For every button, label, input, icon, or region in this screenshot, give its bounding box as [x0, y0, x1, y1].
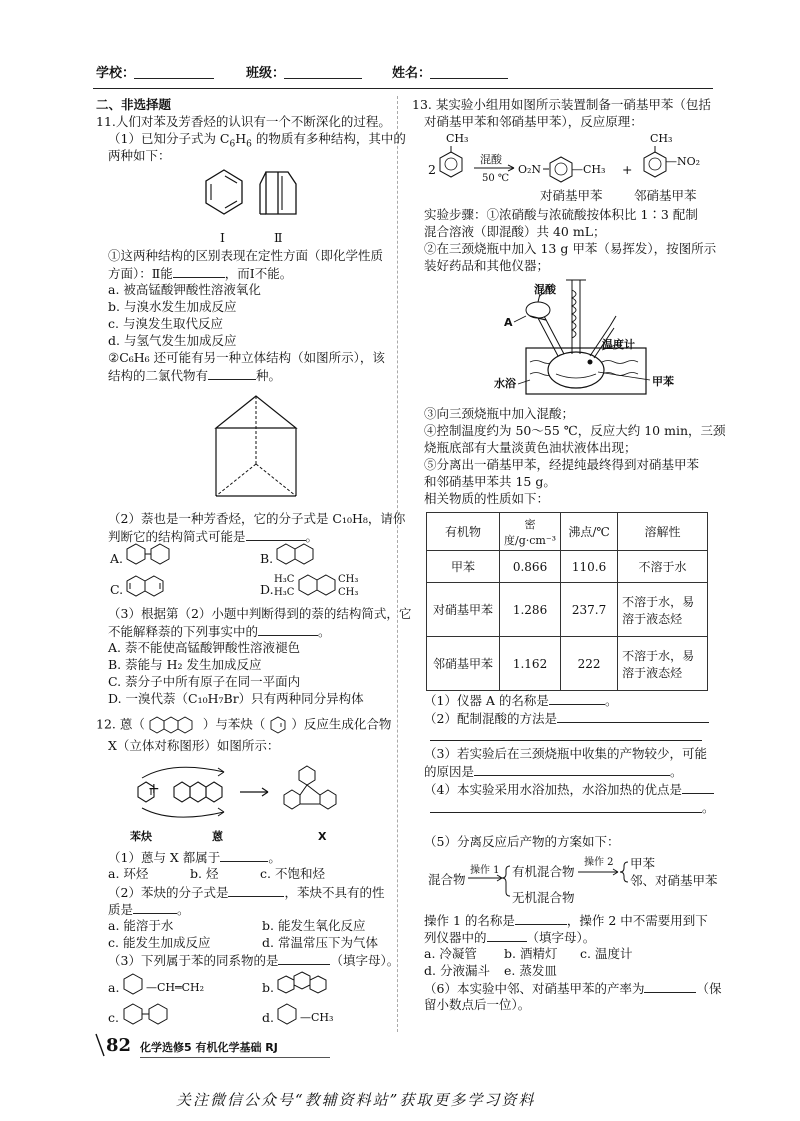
q13-s4-end: 。 [702, 800, 715, 815]
q13-s2-blank[interactable] [557, 710, 709, 723]
q13-step4a: ④控制温度约为 50～55 ℃，反应大约 10 min，三颈 [424, 423, 726, 438]
phenanthrene-icon [276, 970, 330, 996]
anthracene-inline-icon [149, 716, 199, 734]
table-header-cell: 沸点/℃ [561, 513, 618, 551]
flow-mixture: 混合物 [428, 872, 466, 887]
label-water-bath: 水浴 [494, 377, 516, 390]
header-rule [93, 88, 713, 89]
plus-sign: + [148, 781, 160, 797]
toluene-reactant-icon [436, 146, 466, 180]
q13-s1-blank[interactable] [549, 692, 605, 705]
table-row [427, 583, 708, 637]
q11-p1-line2: 两种如下： [108, 148, 171, 163]
q11-s2-line2: 结构的二氯代物有 种。 [108, 368, 282, 383]
q13-stem-line2: 对硝基甲苯和邻硝基甲苯），反应原理： [424, 114, 643, 129]
class-blank[interactable] [284, 78, 362, 79]
q12-s3: （3）下列属于苯的同系物的是 （填字母）。 [108, 953, 400, 968]
q12-s3-blank[interactable] [278, 952, 330, 965]
book-title: 化学选修5 有机化学基础 RJ [140, 1041, 278, 1054]
q12-s1: （1）蒽与 X 都属于 。 [108, 850, 281, 865]
q11-p2-opt-d: D. [260, 582, 274, 597]
q11-p2-opt-b: B. [260, 551, 274, 566]
q11-p3-opt-a: A. 萘不能使高锰酸钾酸性溶液褪色 [108, 640, 300, 655]
q13-s5-opt-d: d. 分液漏斗 [424, 963, 490, 978]
table-header-cell: 溶解性 [618, 513, 708, 551]
q13-s6-line2: 留小数点后一位）。 [424, 997, 531, 1012]
biphenyl-c-icon [122, 1002, 172, 1026]
q12-s2-opt-d: d. 常温常压下为气体 [262, 935, 378, 950]
properties-table [426, 512, 708, 691]
flow-nitrotoluenes: 邻、对硝基甲苯 [630, 873, 718, 888]
q11-p3-blank[interactable] [258, 623, 318, 636]
fused-rings-icon [276, 542, 322, 570]
label-structure-i: Ⅰ [220, 230, 225, 245]
q12-s1-opt-b: b. 烃 [190, 866, 219, 881]
flow-inorganic-mixture: 无机混合物 [512, 890, 575, 905]
school-blank[interactable] [134, 78, 214, 79]
q13-step3: ③向三颈烧瓶中加入混酸； [424, 406, 575, 421]
page-number: 82 [106, 1035, 132, 1056]
school-label: 学校： [96, 66, 136, 81]
table-cell: 0.866 [500, 551, 561, 583]
label-thermometer: 温度计 [602, 338, 635, 351]
q13-s5-opt-e: e. 蒸发皿 [504, 963, 557, 978]
q13-stem-line1: 13. 某实验小组用如图所示装置制备一硝基甲苯（包括 [412, 97, 711, 112]
q13-step2a: ②在三颈烧瓶中加入 13 g 甲苯（易挥发），按图所示 [424, 241, 717, 256]
table-row [427, 637, 708, 691]
q11-s1-line1: ①这两种结构的区别表现在定性方面（即化学性质 [108, 248, 384, 263]
q13-s5-blank2[interactable] [487, 929, 527, 942]
table-cell: 对硝基甲苯 [427, 583, 500, 637]
flow-op1: 操作 1 [470, 865, 500, 876]
q11-s2-line1: ②C₆H₆ 还可能有另一种立体结构（如图所示），该 [108, 350, 385, 365]
q13-s4: （4）本实验采用水浴加热，水浴加热的优点是 [424, 781, 714, 798]
d-h3c-bottom: H₃C [274, 587, 295, 598]
q11-opt-d: d. 与氢气发生加成反应 [108, 333, 237, 348]
q13-s4-blank[interactable] [682, 781, 714, 794]
benzyne-inline-icon [269, 716, 287, 734]
name-blank[interactable] [430, 78, 508, 79]
q12-s1-opt-c: c. 不饱和烃 [260, 866, 325, 881]
q11-p3-opt-c: C. 萘分子中所有原子在同一平面内 [108, 674, 301, 689]
q11-opt-a: a. 被高锰酸钾酸性溶液氧化 [108, 282, 261, 297]
label-ortho-product: 邻硝基甲苯 [634, 188, 697, 203]
q13-step4b: 烧瓶底部有大量淡黄色油状液体出现； [424, 440, 637, 455]
q13-step5a: ⑤分离出一硝基甲苯，经提纯最终得到对硝基甲苯 [424, 457, 700, 472]
rx-coefficient: 2 [428, 162, 436, 177]
q12-s2-line2: 质是 。 [108, 902, 190, 917]
q12-s3-opt-a: a. [108, 980, 120, 995]
rx-o2n: O₂N [518, 163, 542, 176]
label-para-product: 对硝基甲苯 [540, 188, 603, 203]
q12-s2-blank2[interactable] [133, 901, 177, 914]
q13-s5-q2: 列仪器中的 （填字母）。 [424, 930, 596, 945]
q12-stem-line2: X（立体对称图形）如图所示： [108, 738, 280, 753]
q13-s6-blank[interactable] [644, 980, 696, 993]
q11-s1-blank[interactable] [173, 265, 225, 278]
d-ch3-top: CH₃ [338, 574, 359, 585]
q13-s5-opt-a: a. 冷凝管 [424, 946, 477, 961]
q12-s2-opt-b: b. 能发生氧化反应 [262, 918, 366, 933]
label-structure-ii: Ⅱ [274, 230, 283, 245]
q11-p1-line1: （1）已知分子式为 $C_6H_6$ 的物质有多种结构，其中的 [108, 131, 406, 150]
toluene-group: —CH₃ [300, 1011, 334, 1024]
label-x: X [318, 830, 327, 843]
q13-s2: （2）配制混酸的方法是 [424, 710, 709, 727]
q13-s3-line1: （3）若实验后在三颈烧瓶中收集的产物较少，可能 [424, 746, 707, 761]
q12-s2-opt-c: c. 能发生加成反应 [108, 935, 211, 950]
table-cell: 1.162 [500, 637, 561, 691]
q13-step1b: 混合溶液（即混酸）共 40 mL； [424, 224, 606, 239]
toluene-ring-icon [276, 1002, 300, 1026]
q13-s3-line2: 的原因是 。 [424, 764, 683, 779]
table-cell: 邻硝基甲苯 [427, 637, 500, 691]
d-ch3-bottom: CH₃ [338, 587, 359, 598]
q13-step2b: 装好药品和其他仪器； [424, 258, 550, 273]
rx-ch3-ortho: CH₃ [650, 132, 673, 145]
q11-p3-line2: 不能解释萘的下列事实中的 。 [108, 624, 331, 639]
q13-step5b: 和邻硝基甲苯共 15 g。 [424, 474, 556, 489]
q13-s1: （1）仪器 A 的名称是 。 [424, 693, 618, 708]
label-apparatus-a: A [504, 316, 513, 329]
q12-s3-opt-d: d. [262, 1010, 274, 1025]
column-divider [397, 96, 398, 1032]
rx-plus: + [622, 162, 633, 177]
benzene-structures-figure [200, 166, 310, 226]
q13-step1a: 实验步骤：①浓硝酸与浓硫酸按体积比 1∶3 配制 [424, 207, 698, 222]
q11-s2-blank[interactable] [208, 367, 256, 380]
q12-s1-blank[interactable] [220, 849, 268, 862]
flow-organic-mixture: 有机混合物 [512, 864, 575, 879]
table-cell: 甲苯 [427, 551, 500, 583]
q13-s2-blank-line2[interactable] [430, 740, 702, 741]
q11-opt-b: b. 与溴水发生加成反应 [108, 299, 237, 314]
q11-p2-blank[interactable] [246, 528, 306, 541]
q12-s1-opt-a: a. 环烃 [108, 866, 149, 881]
q11-opt-c: c. 与溴发生取代反应 [108, 316, 223, 331]
q11-p2-line2: 判断它的结构简式可能是 。 [108, 529, 319, 544]
table-cell: 不溶于水，易溶于液态烃 [618, 583, 708, 637]
q12-s3-opt-b: b. [262, 980, 274, 995]
q13-table-intro: 相关物质的性质如下： [424, 491, 550, 506]
rx-condition-below: 50 ℃ [482, 173, 510, 184]
q11-p2-opt-c: C. [110, 582, 124, 597]
q13-s6-line1: （6）本实验中邻、对硝基甲苯的产率为 （保 [424, 981, 722, 996]
prism-figure [212, 392, 312, 504]
flow-toluene: 甲苯 [630, 856, 656, 871]
flow-op2: 操作 2 [584, 857, 614, 868]
q12-reaction-figure [132, 758, 382, 828]
q12-stem-line1: 12. 蒽（ ）与苯炔（ ）反应生成化合物 [96, 716, 391, 734]
label-mixed-acid: 混酸 [534, 283, 556, 296]
label-benzyne: 苯炔 [130, 830, 152, 843]
rx-condition-above: 混酸 [480, 153, 502, 166]
biphenyl-icon [126, 542, 172, 570]
section-title: 二、非选择题 [96, 97, 172, 112]
q12-s2-opt-a: a. 能溶于水 [108, 918, 174, 933]
table-cell: 222 [561, 637, 618, 691]
q11-p3-line1: （3）根据第（2）小题中判断得到的萘的结构简式，它 [108, 606, 412, 621]
q11-stem: 11.人们对苯及芳香烃的认识有一个不断深化的过程。 [96, 114, 391, 129]
table-cell: 237.7 [561, 583, 618, 637]
footer-rule [140, 1057, 330, 1058]
table-header-row [427, 513, 708, 551]
label-toluene: 甲苯 [652, 375, 674, 388]
q13-s4-blank-line2[interactable] [430, 812, 702, 813]
q13-s5: （5）分离反应后产物的方案如下： [424, 834, 620, 849]
q11-p2-opt-a: A. [110, 551, 124, 566]
label-anthracene: 蒽 [212, 830, 223, 843]
q12-s2-line1: （2）苯炔的分子式是 ，苯炔不具有的性 [108, 885, 385, 900]
q11-p3-opt-d: D. 一溴代萘（C₁₀H₇Br）只有两种同分异构体 [108, 691, 364, 706]
table-header-cell: 密度/g·cm⁻³ [500, 513, 561, 551]
q13-s5-opt-c: c. 温度计 [580, 946, 633, 961]
dimethylbiphenyl-icon [298, 573, 338, 601]
name-label: 姓名： [392, 66, 432, 81]
q11-p3-opt-b: B. 萘能与 H₂ 发生加成反应 [108, 657, 262, 672]
q13-s5-opt-b: b. 酒精灯 [504, 946, 558, 961]
rx-no2: —NO₂ [666, 155, 701, 168]
table-header-cell: 有机物 [427, 513, 500, 551]
q11-p2-line1: （2）萘也是一种芳香烃，它的分子式是 C₁₀H₈，请你 [108, 511, 406, 526]
styrene-ring-icon [122, 972, 146, 996]
naphthalene-icon [126, 574, 172, 602]
class-label: 班级： [246, 66, 286, 81]
table-cell: 110.6 [561, 551, 618, 583]
table-row [427, 551, 708, 583]
table-cell: 1.286 [500, 583, 561, 637]
q13-s5-q1: 操作 1 的名称是 ，操作 2 中不需要用到下 [424, 913, 708, 928]
q12-s3-opt-c: c. [108, 1010, 119, 1025]
table-cell: 不溶于水，易溶于液态烃 [618, 637, 708, 691]
q11-s1-line2: 方面）：Ⅱ能 ，而Ⅰ不能。 [108, 266, 293, 281]
q12-s2-blank1[interactable] [228, 884, 284, 897]
styrene-group: —CH═CH₂ [146, 981, 205, 994]
d-h3c-top: H₃C [274, 574, 295, 585]
q13-s3-blank[interactable] [474, 763, 670, 776]
footer-watermark: 关注微信公众号“教辅资料站”获取更多学习资料 [176, 1091, 536, 1109]
q13-s5-blank1[interactable] [515, 912, 567, 925]
rx-ch3-para: —CH₃ [572, 163, 606, 176]
table-cell: 不溶于水 [618, 551, 708, 583]
rx-ch3-top: CH₃ [446, 132, 469, 145]
